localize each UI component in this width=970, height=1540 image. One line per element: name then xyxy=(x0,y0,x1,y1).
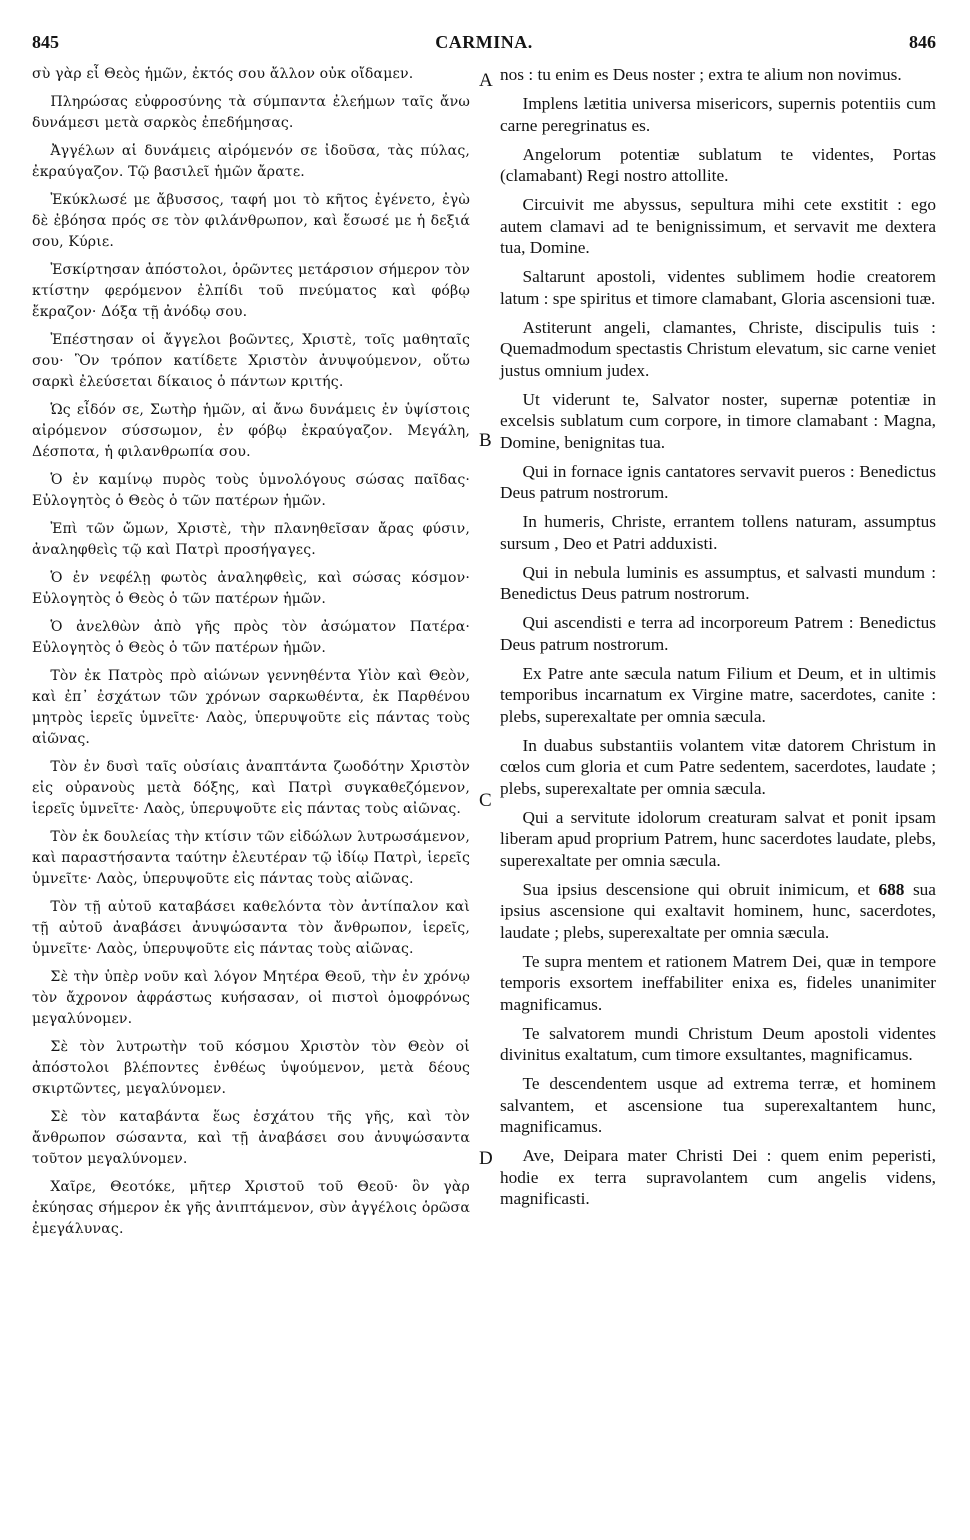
greek-paragraph: Ἐπέστησαν οἱ ἄγγελοι βοῶντες, Χριστὲ, τοῖς μαθηταῖς σου· Ὃν τρόπον κατίδετε Χριστὸν ἀνυψούμενον, οὕτω σαρκὶ ἐλεύσεται δίκαιος ὁ πάντων κριτής. xyxy=(32,332,470,390)
running-title: CARMINA. xyxy=(435,32,533,52)
latin-paragraph: Saltarunt apostoli, videntes sublimem hodie creatorem latum : spe spiritus et timore clamabant, Gloria ascensioni tuæ. xyxy=(500,267,936,308)
greek-paragraph: Ἐσκίρτησαν ἀπόστολοι, ὁρῶντες μετάρσιον σήμερον τὸν κτίστην φερόμενον ἐλπίδι τοῦ πνεύματος καὶ φόβῳ ἔκραζον· Δόξα τῇ ἀνόδῳ σου. xyxy=(32,262,470,320)
latin-paragraph: Ave, Deipara mater Christi Dei : quem enim peperisti, hodie ex terra supravolantem cum angelis videns, magnificasti. xyxy=(500,1146,936,1208)
greek-paragraph: Ἐκύκλωσέ με ἄβυσσος, ταφή μοι τὸ κῆτος ἐγένετο, ἐγὼ δὲ ἐβόησα πρός σε τὸν φιλάνθρωπον, καὶ ἔσωσέ με ἡ δεξιά σου, Κύριε. xyxy=(32,192,470,250)
margin-marker-a: A xyxy=(479,70,493,91)
greek-paragraph: Τὸν τῇ αὐτοῦ καταβάσει καθελόντα τὸν ἀντίπαλον καὶ τῇ αὐτοῦ ἀναβάσει ἀνυψώσαντα τὸν ἄνθρωπον, ἱερεῖς, ὑμνεῖτε· Λαὸς, ὑπερυψοῦτε εἰς πάντας τοὺς αἰῶνας. xyxy=(32,899,470,957)
latin-paragraph: nos : tu enim es Deus noster ; extra te alium non novimus. xyxy=(500,65,902,84)
column-number: 688 xyxy=(878,879,905,899)
greek-paragraph: Ὡς εἶδόν σε, Σωτὴρ ἡμῶν, αἱ ἄνω δυνάμεις ἐν ὑψίστοις αἰρόμενον σύσσωμον, ἐν φόβῳ ἐκραύγαζον. Μεγάλη, Δέσποτα, ἡ φιλανθρωπία σου. xyxy=(32,402,470,460)
greek-paragraph: Ὁ ἐν νεφέλῃ φωτὸς ἀναληφθεὶς, καὶ σώσας κόσμον· Εὐλογητὸς ὁ Θεὸς ὁ τῶν πατέρων ἡμῶν. xyxy=(32,570,470,607)
greek-paragraph: Ἐπὶ τῶν ὤμων, Χριστὲ, τὴν πλανηθεῖσαν ἄρας φύσιν, ἀναληφθεὶς τῷ καὶ Πατρὶ προσήγαγες. xyxy=(32,521,470,558)
latin-paragraph: Circuivit me abyssus, sepultura mihi cete exstitit : ego autem clamavi ad te benignissimum, et servavit me dextera tua, Domine. xyxy=(500,195,936,257)
margin-marker-d: D xyxy=(479,1148,493,1169)
greek-paragraph: Ἀγγέλων αἱ δυνάμεις αἰρόμενόν σε ἰδοῦσα, τὰς πύλας, ἐκραύγαζον. Τῷ βασιλεῖ ἡμῶν ἄρατε. xyxy=(32,143,470,180)
greek-paragraph: Τὸν ἐκ δουλείας τὴν κτίσιν τῶν εἰδώλων λυτρωσάμενον, καὶ παραστήσαντα ταύτην ἐλευτέραν τῷ ἰδίῳ Πατρὶ, ἱερεῖς ὑμνεῖτε· Λαὸς, ὑπερυψοῦτε εἰς πάντας τοὺς αἰῶνας. xyxy=(32,829,470,887)
latin-paragraph: Angelorum potentiæ sublatum te videntes, Portas (clamabant) Regi nostro attollite. xyxy=(500,144,936,185)
greek-column xyxy=(32,64,470,1247)
greek-paragraph: Σὲ τὴν ὑπὲρ νοῦν καὶ λόγον Μητέρα Θεοῦ, τὴν ἐν χρόνῳ τὸν ἄχρονον ἀφράστως κυήσασαν, οἱ πιστοὶ ὁμοφρόνως μεγαλύνομεν. xyxy=(32,969,470,1027)
greek-paragraph: Πληρώσας εὐφροσύνης τὰ σύμπαντα ἐλεήμων ταῖς ἄνω δυνάμεσι μετὰ σαρκὸς ἐπεδήμησας. xyxy=(32,94,470,131)
greek-paragraph: σὺ γὰρ εἶ Θεὸς ἡμῶν, ἐκτός σου ἄλλον οὐκ οἴδαμεν. xyxy=(32,66,414,82)
latin-paragraph: Qui in fornace ignis cantatores servavit pueros : Benedictus Deus patrum nostrorum. xyxy=(500,461,936,502)
latin-paragraph: Qui a servitute idolorum creaturam salvat et ponit ipsam liberam apud proprium Patrem, hunc sacerdotes laudate, plebs, superexaltate per omnia sæcula. xyxy=(500,807,936,870)
greek-paragraph: Τὸν ἐκ Πατρὸς πρὸ αἰώνων γεννηθέντα Υἱὸν καὶ Θεὸν, καὶ ἐπ᾽ ἐσχάτων τῶν χρόνων σαρκωθέντα, ἐκ Παρθένου μητρὸς ἱερεῖς ὑμνεῖτε· Λαὸς, ὑπερυψοῦτε εἰς πάντας τοὺς αἰῶνας. xyxy=(32,668,470,747)
page-number-left: 845 xyxy=(32,32,59,52)
latin-paragraph: In humeris, Christe, errantem tollens naturam, assumptus sursum , Deo et Patri adduxisti. xyxy=(500,512,936,553)
page-number-right: 846 xyxy=(909,32,936,52)
latin-paragraph: Qui ascendisti e terra ad incorporeum Patrem : Benedictus Deus patrum nostrorum. xyxy=(500,613,936,654)
margin-marker-b: B xyxy=(479,430,492,451)
greek-paragraph: Σὲ τὸν λυτρωτὴν τοῦ κόσμου Χριστὸν τὸν Θεὸν οἱ ἀπόστολοι βλέποντες ἐνθέως ὑψούμενον, μετὰ δέους σκιρτῶντες, μεγαλύνομεν. xyxy=(32,1039,470,1097)
latin-paragraph: Implens lætitia universa misericors, supernis potentiis cum carne peregrinatus es. xyxy=(500,94,936,135)
latin-paragraph: Astiterunt angeli, clamantes, Christe, discipulis tuis : Quemadmodum spectastis Christum elevatum, sic carne veniet justus omnium judex. xyxy=(500,317,936,380)
latin-paragraph xyxy=(500,879,936,944)
latin-paragraph: Te supra mentem et rationem Matrem Dei, quæ in tempore temporis exsortem ineffabiliter enixa es, fideles unanimiter magnificamus. xyxy=(500,951,936,1014)
latin-paragraph: Te salvatorem mundi Christum Deum apostoli videntes divinitus exaltatum, cum timore exsultantes, magnificamus. xyxy=(500,1023,936,1064)
greek-paragraph: Σὲ τὸν καταβάντα ἕως ἐσχάτου τῆς γῆς, καὶ τὸν ἄνθρωπον σώσαντα, καὶ τῇ ἀναβάσει σου ἀνυψώσαντα τοῦτον μεγαλύνομεν. xyxy=(32,1109,470,1167)
latin-paragraph-start: Sua ipsius descensione qui obruit inimicum, et xyxy=(522,879,870,899)
greek-paragraph: Χαῖρε, Θεοτόκε, μῆτερ Χριστοῦ τοῦ Θεοῦ· ὃν γὰρ ἐκύησας σήμερον ἐκ γῆς ἀνιπτάμενον, σὺν ἀγγέλοις ὁρῶσα ἐμεγάλυνας. xyxy=(32,1179,470,1237)
latin-paragraph-rest: sua ipsius ascensione qui exaltavit hominem, hunc, sacerdotes, laudate ; plebs, superexaltate per omnia sæcula. xyxy=(500,879,936,942)
greek-paragraph: Ὁ ἐν καμίνῳ πυρὸς τοὺς ὑμνολόγους σώσας παῖδας· Εὐλογητὸς ὁ Θεὸς ὁ τῶν πατέρων ἡμῶν. xyxy=(32,472,470,509)
greek-paragraph: Ὁ ἀνελθὼν ἀπὸ γῆς πρὸς τὸν ἀσώματον Πατέρα· Εὐλογητὸς ὁ Θεὸς ὁ τῶν πατέρων ἡμῶν. xyxy=(32,619,470,656)
greek-paragraph: Τὸν ἐν δυσὶ ταῖς οὐσίαις ἀναπτάντα ζωοδότην Χριστὸν εἰς οὐρανοὺς μετὰ δόξης, καὶ Πατρὶ συγκαθεζόμενον, ἱερεῖς ὑμνεῖτε· Λαὸς, ὑπερυψοῦτε εἰς πάντας τοὺς αἰῶνας. xyxy=(32,759,470,817)
latin-paragraph: Te descendentem usque ad extrema terræ, et hominem salvantem, et ascensione tua superexaltantem hunc, magnificamus. xyxy=(500,1074,936,1136)
latin-column xyxy=(500,64,936,1217)
latin-paragraph: Ex Patre ante sæcula natum Filium et Deum, et in ultimis temporibus incarnatum ex Virgine matre, sacerdotes, canite : plebs, superexaltate per omnia sæcula. xyxy=(500,663,936,726)
latin-paragraph: Ut viderunt te, Salvator noster, supernæ potentiæ in excelsis sublatum cum corpore, in timore clamabant : Magna, Domine, benignitas tua. xyxy=(500,389,936,452)
page-header xyxy=(32,32,936,58)
latin-paragraph: Qui in nebula luminis es assumptus, et salvasti mundum : Benedictus Deus patrum nostrorum. xyxy=(500,562,936,603)
margin-marker-c: C xyxy=(479,790,492,811)
latin-paragraph: In duabus substantiis volantem vitæ datorem Christum in cœlos cum gloria et cum Patre sedentem, sacerdotes, laudate ; plebs, superexaltate per omnia sæcula. xyxy=(500,735,936,798)
